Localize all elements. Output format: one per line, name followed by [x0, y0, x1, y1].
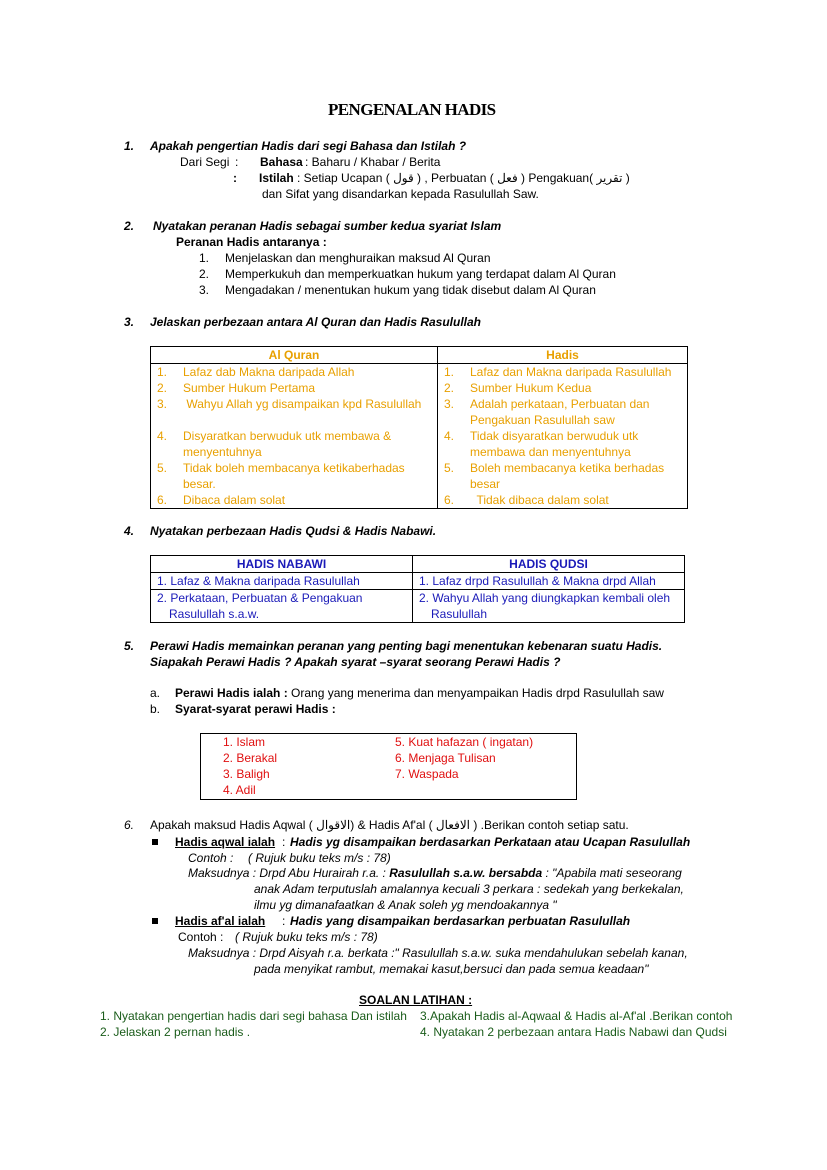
q2-item-text: Menjelaskan dan menghuraikan maksud Al Quran	[225, 251, 491, 265]
syarat-item: 1. Islam	[223, 735, 266, 749]
afal-maksud-line1: Maksudnya : Drpd Aisyah r.a. berkata :" Rasulullah s.a.w. suka mendahulukan sebelah kanan,	[188, 946, 688, 960]
syarat-item: 3. Baligh	[223, 767, 270, 781]
q5-b-text: Syarat-syarat perawi Hadis :	[175, 702, 336, 716]
list-item: 2. Sumber Hukum Pertama	[157, 381, 316, 395]
list-item: 6. Dibaca dalam solat	[157, 493, 286, 507]
afal-label: Hadis af'al ialah	[175, 914, 266, 928]
q6-number: 6.	[124, 818, 135, 832]
aqwal-label: Hadis aqwal ialah	[175, 835, 276, 849]
aqwal-definition: Hadis yg disampaikan berdasarkan Perkataan atau Ucapan Rasulullah	[290, 835, 691, 849]
q2-subheading: Peranan Hadis antaranya :	[176, 235, 327, 249]
q1-dari-segi: Dari Segi	[180, 155, 230, 169]
aqwal-maksud-line2: anak Adam terputuslah amalannya kecuali 3 perkara : sedekah yang berkekalan,	[254, 882, 684, 896]
cell-line: Rasulullah	[431, 607, 488, 621]
q6-question: Apakah maksud Hadis Aqwal ( الاقوال) & Hadis Af'al ( الافعال ) .Berikan contoh setiap satu.	[150, 818, 629, 832]
quran-column	[151, 364, 438, 509]
afal-maksud-line2: pada menyikat rambut, memakai kasut,bersuci dan pada semua keadaan"	[254, 962, 649, 976]
afal-definition: Hadis yang disampaikan berdasarkan perbuatan Rasulullah	[290, 914, 631, 928]
latihan-item: 1. Nyatakan pengertian hadis dari segi bahasa Dan istilah	[100, 1009, 407, 1023]
q2-item-number: 3.	[199, 283, 210, 297]
q2-item-text: Memperkukuh dan memperkuatkan hukum yang terdapat dalam Al Quran	[225, 267, 616, 281]
afal-contoh: ( Rujuk buku teks m/s : 78)	[235, 930, 378, 944]
q4-number: 4.	[124, 524, 135, 538]
q5-b-label: b.	[150, 702, 161, 716]
aqwal-contoh: ( Rujuk buku teks m/s : 78)	[248, 851, 391, 865]
syarat-item: 4. Adil	[223, 783, 256, 797]
afal-contoh-label: Contoh :	[178, 930, 224, 944]
q2-number: 2.	[124, 219, 135, 233]
quran-hadis-table	[150, 346, 688, 509]
list-item: 5. Tidak boleh membacanya ketikaberhadas besar.	[157, 461, 405, 491]
latihan-item: 2. Jelaskan 2 pernan hadis .	[100, 1025, 251, 1039]
q5-a-text: Perawi Hadis ialah : Orang yang menerima dan menyampaikan Hadis drpd Rasulullah saw	[175, 686, 664, 700]
q4-question: Nyatakan perbezaan Hadis Qudsi & Hadis Nabawi.	[150, 524, 437, 538]
q2-item-number: 1.	[199, 251, 210, 265]
syarat-item: 7. Waspada	[395, 767, 459, 781]
q5-line1: Perawi Hadis memainkan peranan yang penting bagi menentukan kebenaran suatu Hadis.	[150, 639, 663, 653]
aqwal-contoh-label: Contoh :	[188, 851, 234, 865]
q3-question: Jelaskan perbezaan antara Al Quran dan Hadis Rasulullah	[150, 315, 482, 329]
q5-a-label: a.	[150, 686, 161, 700]
table-cell	[413, 590, 685, 623]
syarat-item: 6. Menjaga Tulisan	[395, 751, 496, 765]
list-item: 4. Disyaratkan berwuduk utk membawa & menyentuhnya	[157, 429, 392, 459]
latihan-title: SOALAN LATIHAN :	[359, 993, 473, 1007]
hadis-column	[438, 364, 688, 509]
list-item: 1. Lafaz dan Makna daripada Rasulullah	[444, 365, 672, 379]
list-item: 3. Wahyu Allah yg disampaikan kpd Rasulullah	[157, 397, 422, 411]
q5-number: 5.	[124, 639, 135, 653]
nabawi-qudsi-table	[150, 555, 685, 623]
q2-item-number: 2.	[199, 267, 210, 281]
table-cell: 1. Lafaz drpd Rasulullah & Makna drpd Allah	[413, 573, 685, 590]
q1-bahasa-value: : Baharu / Khabar / Berita	[305, 155, 441, 169]
q1-istilah-value: : Setiap Ucapan ( قول ) , Perbuatan ( فعل ) Pengakuan( تقرير )	[297, 171, 630, 185]
q1-number: 1.	[124, 139, 135, 153]
bullet-icon	[152, 839, 158, 845]
latihan-item: 4. Nyatakan 2 perbezaan antara Hadis Nabawi dan Qudsi	[420, 1025, 727, 1039]
list-item: 6. Tidak dibaca dalam solat	[444, 493, 609, 507]
q2-item-text: Mengadakan / menentukan hukum yang tidak disebut dalam Al Quran	[225, 283, 596, 297]
table-cell	[151, 590, 413, 623]
list-item: 1. Lafaz dab Makna daripada Allah	[157, 365, 355, 379]
syarat-item: 5. Kuat hafazan ( ingatan)	[395, 735, 534, 749]
latihan-item: 3.Apakah Hadis al-Aqwaal & Hadis al-Af'al .Berikan contoh	[420, 1009, 733, 1023]
list-item: 4. Tidak disyaratkan berwuduk utk membawa dan menyentuhnya	[444, 429, 639, 459]
syarat-item: 2. Berakal	[223, 751, 278, 765]
q2-question: Nyatakan peranan Hadis sebagai sumber kedua syariat Islam	[153, 219, 502, 233]
q1-question: Apakah pengertian Hadis dari segi Bahasa dan Istilah ?	[150, 139, 467, 153]
aqwal-colon: :	[282, 835, 286, 849]
cell-line: 2. Wahyu Allah yang diungkapkan kembali oleh	[419, 591, 671, 605]
list-item: 5. Boleh membacanya ketika berhadas besar	[444, 461, 665, 491]
afal-colon: :	[282, 914, 286, 928]
q1-istilah-cont: dan Sifat yang disandarkan kepada Rasulullah Saw.	[262, 187, 539, 201]
aqwal-maksud: Maksudnya : Drpd Abu Hurairah r.a. : Rasulullah s.a.w. bersabda : "Apabila mati seseorang	[188, 866, 682, 880]
nabawi-header: HADIS NABAWI	[151, 556, 413, 573]
aqwal-maksud-line3: ilmu yg dimanafaatkan & Anak soleh yg mendoakannya "	[254, 898, 557, 912]
table-cell: 1. Lafaz & Makna daripada Rasulullah	[151, 573, 413, 590]
list-item: 2. Sumber Hukum Kedua	[444, 381, 592, 395]
quran-header: Al Quran	[151, 347, 438, 364]
q1-colon: :	[235, 155, 239, 169]
list-item-spacer	[151, 412, 437, 428]
q1-bahasa-label: Bahasa	[260, 155, 303, 169]
page-title: PENGENALAN HADIS	[328, 100, 496, 119]
q1-colon-2: :	[233, 171, 237, 185]
list-item: 3. Adalah perkataan, Perbuatan dan Pengakuan Rasulullah saw	[444, 397, 650, 427]
bullet-icon	[152, 918, 158, 924]
cell-line: Rasulullah s.a.w.	[169, 607, 260, 621]
q3-number: 3.	[124, 315, 135, 329]
q1-istilah-label: Istilah	[259, 171, 294, 185]
hadis-header: Hadis	[438, 347, 688, 364]
q5-line2: Siapakah Perawi Hadis ? Apakah syarat –syarat seorang Perawi Hadis ?	[150, 655, 561, 669]
qudsi-header: HADIS QUDSI	[413, 556, 685, 573]
cell-line: 2. Perkataan, Perbuatan & Pengakuan	[157, 591, 363, 605]
